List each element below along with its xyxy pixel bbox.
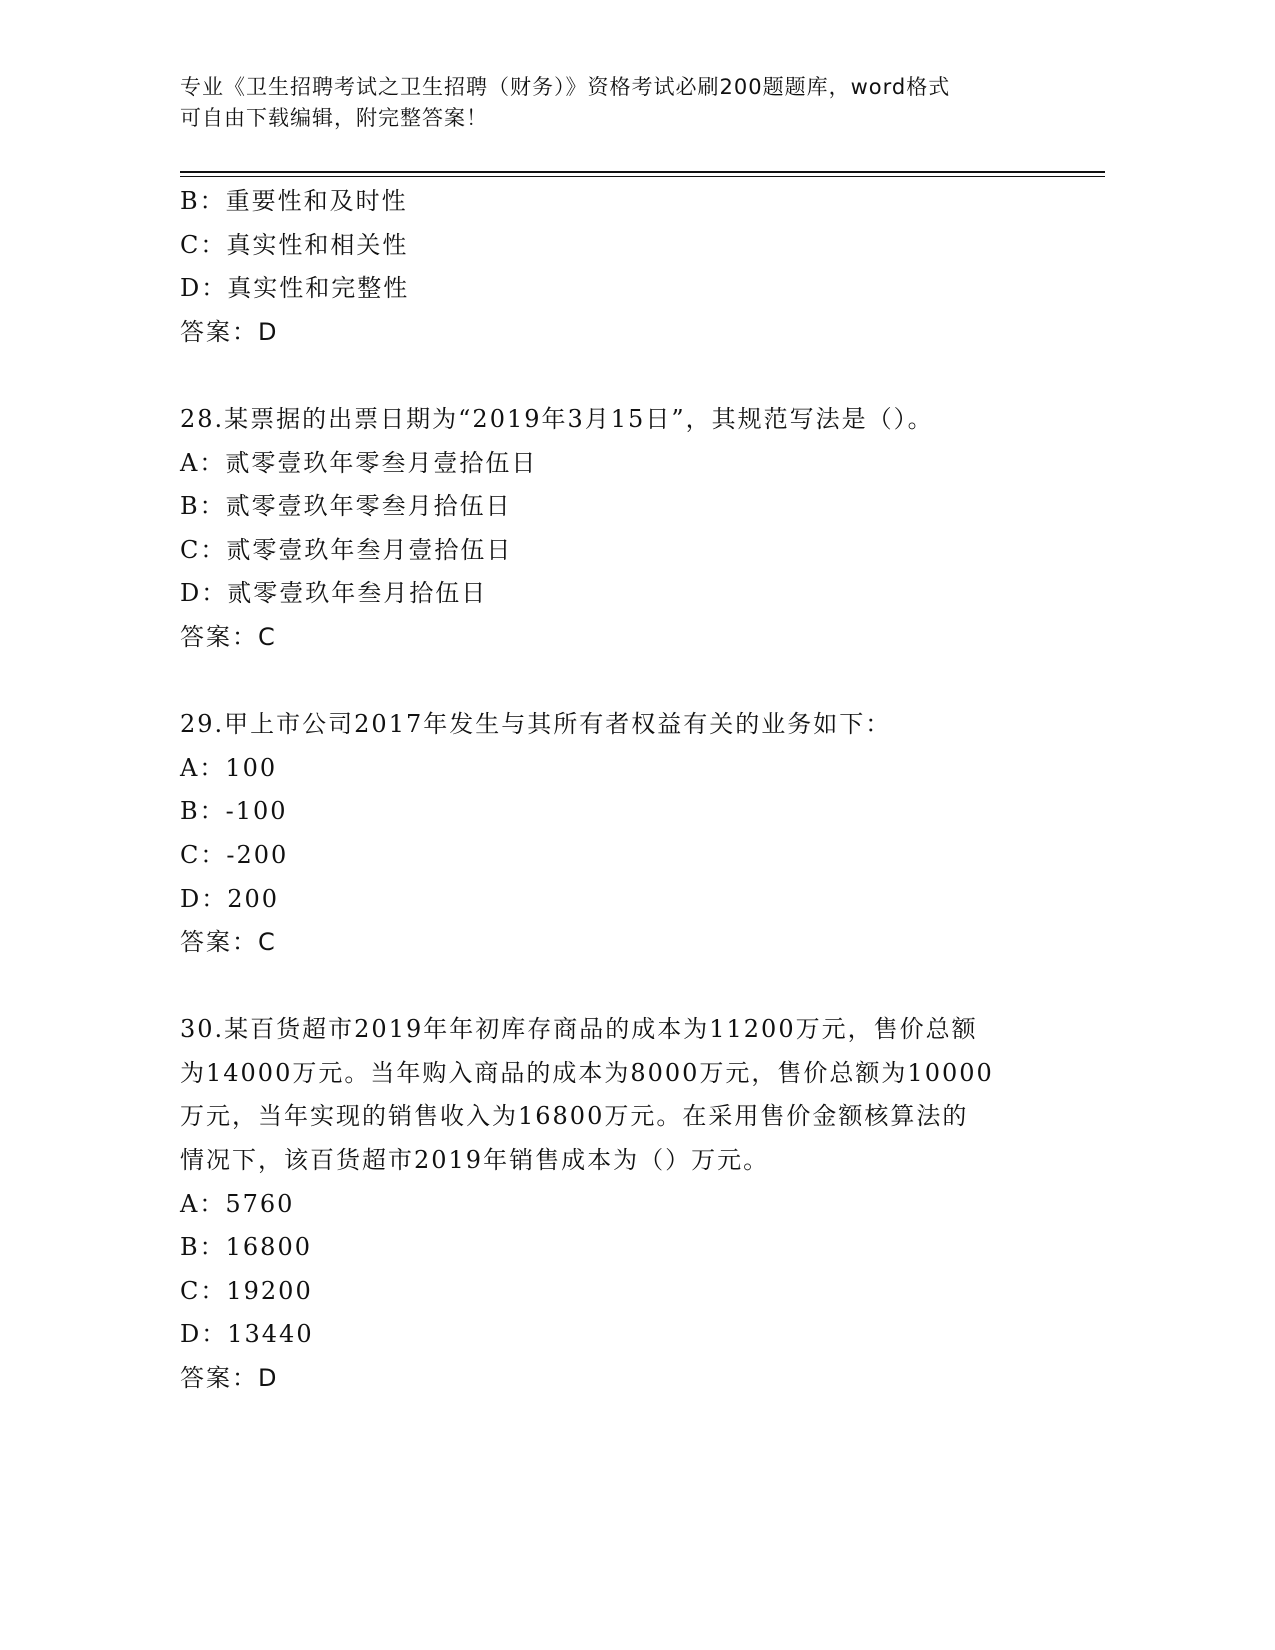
- option: A：5760: [180, 1189, 295, 1218]
- question-stem: 28.某票据的出票日期为“2019年3月15日”，其规范写法是（）。: [180, 404, 934, 433]
- option: B：-100: [180, 797, 288, 826]
- header-rule: [180, 176, 1105, 177]
- option: C：-200: [180, 840, 289, 869]
- option: D：贰零壹玖年叁月拾伍日: [180, 579, 488, 608]
- document-header: [180, 72, 1040, 134]
- option: A：100: [180, 753, 278, 782]
- option: C：真实性和相关性: [180, 230, 409, 259]
- answer: 答案：C: [180, 928, 277, 957]
- option: B：16800: [180, 1233, 312, 1262]
- question-28: [180, 398, 1040, 660]
- option: B：贰零壹玖年零叁月拾伍日: [180, 492, 512, 521]
- question-stem: 为14000万元。当年购入商品的成本为8000万元，售价总额为10000: [180, 1058, 994, 1087]
- header-line: 可自由下载编辑，附完整答案！: [180, 106, 488, 130]
- option: A：贰零壹玖年零叁月壹拾伍日: [180, 448, 538, 477]
- option: B：重要性和及时性: [180, 187, 408, 215]
- question-stem: 29.甲上市公司2017年发生与其所有者权益有关的业务如下：: [180, 710, 892, 739]
- question-stem: 30.某百货超市2019年年初库存商品的成本为11200万元，售价总额: [180, 1015, 978, 1044]
- answer: 答案：D: [180, 317, 279, 346]
- option: D：200: [180, 884, 280, 913]
- question-list: [180, 180, 1040, 1401]
- option: D：真实性和完整性: [180, 274, 410, 303]
- option: C：贰零壹玖年叁月壹拾伍日: [180, 535, 513, 564]
- header-rule: [180, 171, 1105, 173]
- question-stem: 情况下，该百货超市2019年销售成本为（）万元。: [180, 1146, 770, 1175]
- option: D：13440: [180, 1320, 314, 1349]
- answer: 答案：C: [180, 622, 277, 651]
- question-30: [180, 1008, 1040, 1400]
- answer: 答案：D: [180, 1364, 279, 1393]
- option: C：19200: [180, 1276, 313, 1305]
- question-stem: 万元，当年实现的销售收入为16800万元。在采用售价金额核算法的: [180, 1102, 969, 1131]
- question-29: [180, 703, 1040, 965]
- header-line: 专业《卫生招聘考试之卫生招聘（财务）》资格考试必刷200题题库，word格式: [180, 75, 951, 99]
- previous-question-tail: [180, 180, 1040, 354]
